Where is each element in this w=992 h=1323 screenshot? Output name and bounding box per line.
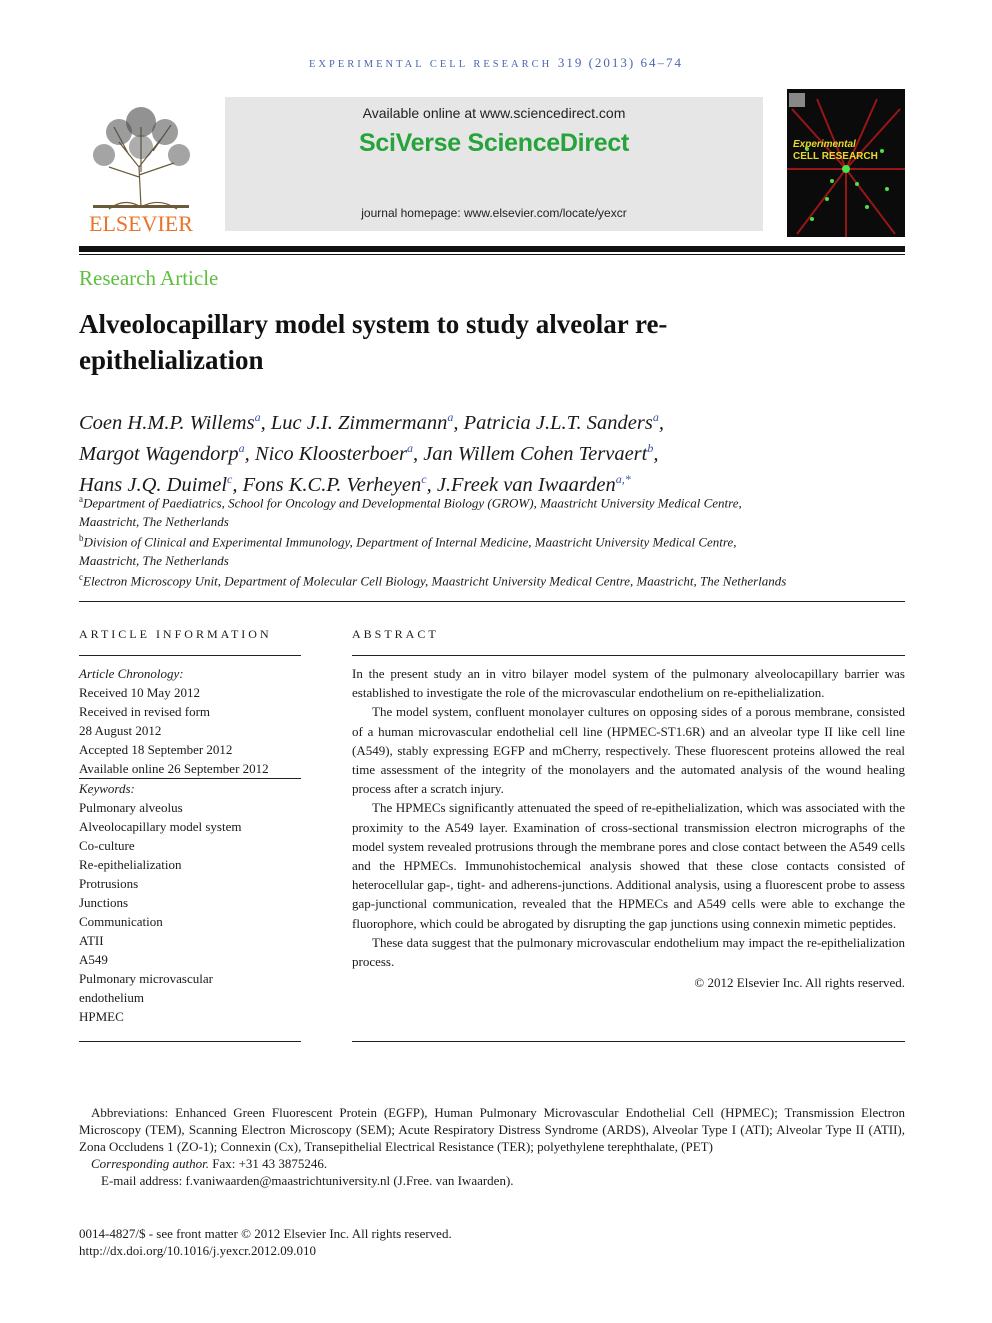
author-affiliation-mark[interactable]: a,*: [615, 471, 631, 486]
sciencedirect-banner: [225, 97, 763, 231]
revised-date: 28 August 2012: [79, 723, 162, 738]
available-online-date: Available online 26 September 2012: [79, 759, 301, 779]
elsevier-logo: [79, 97, 203, 237]
abstract-copyright: © 2012 Elsevier Inc. All rights reserved.: [694, 975, 905, 991]
footnotes: [79, 1104, 905, 1189]
revised-label: Received in revised form: [79, 704, 211, 719]
author-affiliation-mark[interactable]: a: [254, 410, 261, 424]
keywords-label: Keywords:: [79, 781, 135, 796]
abstract-paragraph: In the present study an in vitro bilayer model system of the pulmonary alveolocapillary barrier was established to investigate the role of the microvascular endothelium on re-epithelialization.: [352, 666, 905, 701]
cover-title-1: Experimental: [793, 139, 856, 150]
article-info-bottom-rule: [79, 1041, 301, 1042]
article-info-heading: ARTICLE INFORMATION: [79, 627, 272, 641]
author: J.Freek van Iwaarden: [436, 473, 616, 496]
keyword: Co-culture: [79, 838, 135, 853]
section-divider: [79, 601, 905, 602]
keyword: endothelium: [79, 990, 144, 1005]
abstract-body: [352, 664, 905, 992]
affiliation-b: $^b$Division of Clinical and Experimental Immunology, Department of Internal Medicine, Maastricht University Medical Centre, Maastricht, The Netherlands: [79, 533, 737, 569]
journal-cover-image: [787, 89, 905, 237]
keyword: HPMEC: [79, 1009, 124, 1024]
running-head: [0, 55, 992, 71]
article-type: Research Article: [79, 266, 219, 290]
available-online-text[interactable]: Available online at www.sciencedirect.com: [362, 105, 626, 121]
abstract-paragraph: These data suggest that the pulmonary microvascular endothelium may impact the re-epithelialization process.: [352, 934, 905, 970]
email-address[interactable]: E-mail address: f.vaniwaarden@maastrichtuniversity.nl (J.Free. van Iwaarden).: [101, 1173, 514, 1188]
header-rule-thin: [79, 254, 905, 255]
keyword: Protrusions: [79, 876, 139, 891]
keyword: ATII: [79, 933, 104, 948]
author: Patricia J.L.T. Sanders: [463, 411, 653, 434]
affiliation-c: $^c$Electron Microscopy Unit, Department of Molecular Cell Biology, Maastricht University Medical Centre, Maastricht, The Netherlands: [79, 572, 787, 589]
journal-homepage-link[interactable]: journal homepage: www.elsevier.com/locate/yexcr: [361, 206, 627, 220]
author: Hans J.Q. Duimel: [79, 473, 228, 496]
author-affiliation-mark[interactable]: c: [227, 471, 233, 486]
cover-title-2: CELL RESEARCH: [793, 151, 878, 162]
author: Jan Willem Cohen Tervaert: [423, 442, 648, 465]
abbreviations-footnote: Abbreviations: Enhanced Green Fluorescent Protein (EGFP), Human Pulmonary Microvascular Endothelial Cell (HPMEC); Transmission Electron Microscopy (TEM), Scanning Electron Microscopy (SEM); Acute Respiratory Distress Syndrome (ARDS), Alveolar Type I (ATI); Alveolar Type II (ATII), Zona Occludens 1 (ZO-1); Connexin (Cx), Transepithelial Electrical Resistance (TER); polyethylene terephthalate, (PET): [79, 1105, 905, 1154]
fax-number: Fax: +31 43 3875246.: [208, 1156, 328, 1171]
volume-pages: 319 (2013) 64–74: [557, 55, 683, 70]
elsevier-wordmark: ELSEVIER: [89, 211, 193, 236]
keyword: Junctions: [79, 895, 129, 910]
author: Coen H.M.P. Willems: [79, 411, 255, 434]
abstract-rule: [352, 655, 905, 656]
author-affiliation-mark[interactable]: a: [652, 410, 659, 424]
keyword: Alveolocapillary model system: [79, 819, 242, 834]
received-date: Received 10 May 2012: [79, 685, 200, 700]
keyword: A549: [79, 952, 108, 967]
chronology-label: Article Chronology:: [79, 666, 184, 681]
author-affiliation-mark[interactable]: a: [406, 440, 413, 455]
sciverse-sciencedirect-logo[interactable]: SciVerse ScienceDirect: [359, 129, 629, 157]
abstract-paragraph: The model system, confluent monolayer cultures on opposing sides of a porous membrane, consisted of a human microvascular endothelial cell line (HPMEC-ST1.6R) and an alveolar type II like cell line (A549), stably expressing EGFP and mCherry, respectively. These fluorescent proteins allowed the real time assessment of the integrity of the monolayers and the automated analysis of the wound healing process after a scratch injury.: [352, 704, 905, 797]
author: Fons K.C.P. Verheyen: [242, 473, 422, 496]
keyword: Communication: [79, 914, 163, 929]
article-info-rule: [79, 655, 301, 656]
abstract-bottom-rule: [352, 1041, 905, 1042]
author-affiliation-mark[interactable]: c: [421, 471, 427, 486]
issn-line: 0014-4827/$ - see front matter © 2012 Elsevier Inc. All rights reserved.: [79, 1226, 452, 1241]
keyword: Re-epithelialization: [79, 857, 182, 872]
article-info: [79, 664, 309, 1026]
abstract-heading: ABSTRACT: [352, 627, 439, 641]
keyword: Pulmonary alveolus: [79, 800, 183, 815]
accepted-date: Accepted 18 September 2012: [79, 742, 233, 757]
author-affiliation-mark[interactable]: a: [447, 410, 454, 424]
affiliation-a: $^a$Department of Paediatrics, School for Oncology and Developmental Biology (GROW), Maastricht University Medical Centre, Maastricht, The Netherlands: [79, 494, 742, 530]
author: Nico Kloosterboer: [254, 442, 407, 465]
front-matter: [79, 1225, 452, 1259]
journal-name: EXPERIMENTAL CELL RESEARCH: [308, 59, 553, 70]
author: Margot Wagendorp: [79, 442, 239, 465]
author-list: Coen H.M.P. Willems$^a$, Luc J.I. Zimmermann$^a$, Patricia J.L.T. Sanders$^a$, Margot Wagendorp$^a$, Nico Kloosterboer$^a$, Jan Willem Cohen Tervaert$^b$, Hans J.Q. Duimel$^c$, Fons K.C.P. Verheyen$^c$, J.Freek van Iwaarden$^{a,*}$: [79, 410, 664, 496]
author-affiliation-mark[interactable]: a: [238, 440, 245, 455]
abstract-paragraph: The HPMECs significantly attenuated the speed of re-epithelialization, which was associated with the proximity to the A549 layer. Examination of cross-sectional transmission electron micrographs of the model system revealed protrusions through the membrane pores and close contact between the A549 cells and the HPMECs. Immunohistochemical analysis showed that these close contacts consisted of heterocellular gap-, tight- and adherens-junctions. Additional analysis, using a fluorescent probe to assess gap-junctional communication, revealed that the HPMECs and A549 cells were able to exchange the fluorophore, which could be abrogated by disrupting the gap junctions using connexin mimetic peptides.: [352, 800, 905, 931]
corresponding-author-label: Corresponding author.: [91, 1156, 209, 1171]
article-title: Alveolocapillary model system to study alveolar re-epithelialization: [79, 309, 668, 375]
author-affiliation-mark[interactable]: b: [647, 440, 654, 455]
keyword: Pulmonary microvascular: [79, 971, 213, 986]
header-rule: [79, 246, 905, 252]
doi-link[interactable]: http://dx.doi.org/10.1016/j.yexcr.2012.09.010: [79, 1243, 317, 1258]
author: Luc J.I. Zimmermann: [270, 411, 448, 434]
